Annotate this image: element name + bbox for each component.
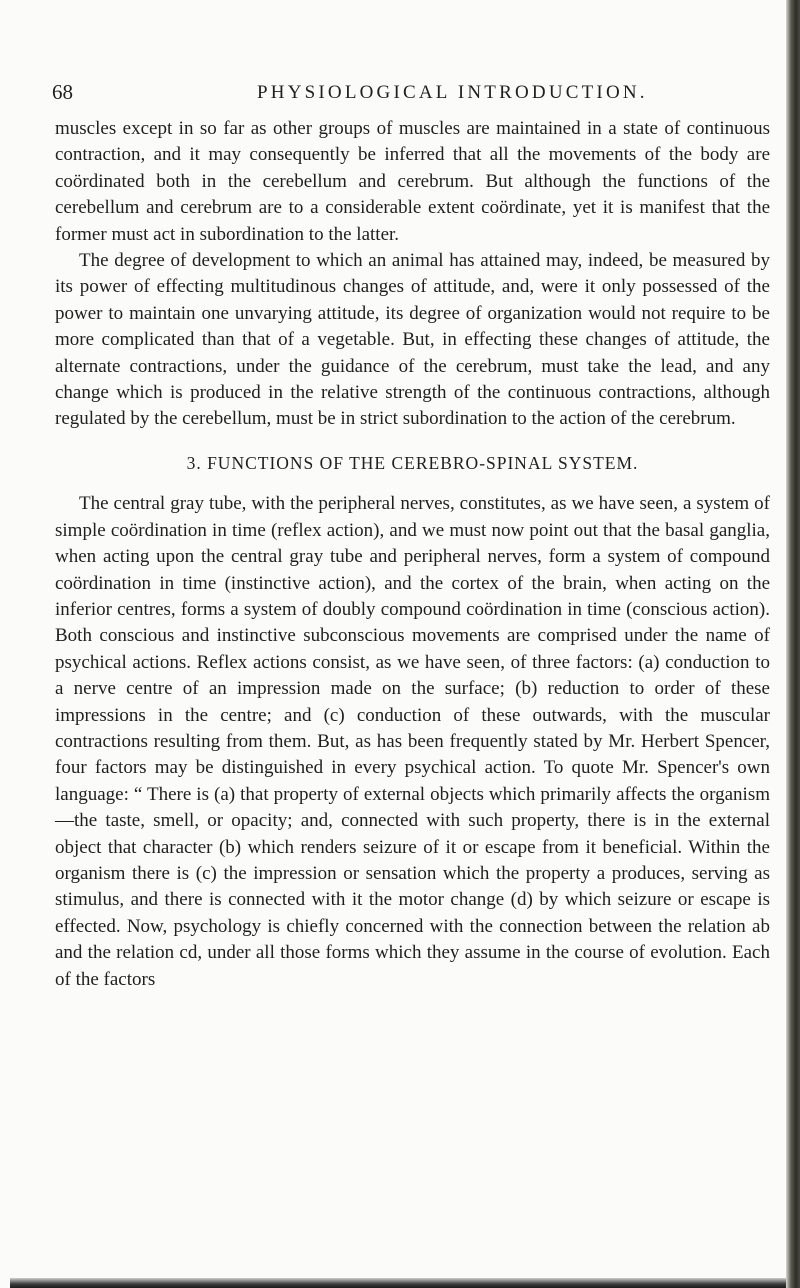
- running-head: PHYSIOLOGICAL INTRODUCTION.: [257, 82, 648, 103]
- section-title: FUNCTIONS OF THE CEREBRO-SPINAL SYSTEM.: [207, 452, 639, 473]
- paragraph-3: The central gray tube, with the peripheral nerves, constitutes, as we have seen, a system of simple coördination in time (reflex action), and we must now point out that the basal ganglia, when acting upon the central gray tube and peripheral nerves, form a system of compound coördination in time (instinctive action), and the cortex of the brain, when acting on the inferior centres, forms a system of doubly compound coördination in time (conscious action). Both conscious and instinctive subconscious movements are comprised under the name of psychical actions. Reflex actions consist, as we have seen, of three factors: (a) conduction to a nerve centre of an impression made on the surface; (b) reduction to order of these impressions in the centre; and (c) conduction of these outwards, with the muscular contractions resulting from them. But, as has been frequently stated by Mr. Herbert Spencer, four factors may be distinguished in every psychical action. To quote Mr. Spencer's own language: “ There is (a) that property of external objects which primarily affects the organism—the taste, smell, or opacity; and, connected with such property, there is in the external object that character (b) which renders seizure of it or escape from it beneficial. Within the organism there is (c) the impression or sensation which the property a produces, serving as stimulus, and there is connected with it the motor change (d) by which seizure or escape is effected. Now, psychology is chiefly concerned with the connection between the relation ab and the relation cd, under all those forms which they assume in the course of evolution. Each of the factors: [55, 493, 770, 990]
- page-header: [52, 80, 772, 110]
- paragraph-2: The degree of development to which an animal has attained may, indeed, be measured by its power of effecting multitudinous changes of attitude, and, were it only possessed of the power to maintain one unvarying attitude, its degree of organization would not require to be more complicated than that of a vegetable. But, in effecting these changes of attitude, the alternate contractions, under the guidance of the cerebrum, must take the lead, and any change which is produced in the relative strength of the continuous contractions, although regulated by the cerebellum, must be in strict subordination to the action of the cerebrum.: [55, 250, 770, 430]
- paragraph-1: muscles except in so far as other groups of muscles are maintained in a state of continuous contraction, and it may consequently be inferred that all the movements of the body are coördinated both in the cerebellum and cerebrum. But although the functions of the cerebellum and cerebrum are to a considerable extent coördinate, yet it is manifest that the former must act in subordination to the latter.: [55, 118, 770, 245]
- section-heading: [55, 450, 770, 476]
- section-number: 3.: [186, 452, 202, 473]
- bottom-edge-rule: [10, 1278, 786, 1288]
- page-edge-shadow: [786, 0, 800, 1288]
- body-text: [55, 116, 770, 993]
- page-number: 68: [52, 80, 73, 104]
